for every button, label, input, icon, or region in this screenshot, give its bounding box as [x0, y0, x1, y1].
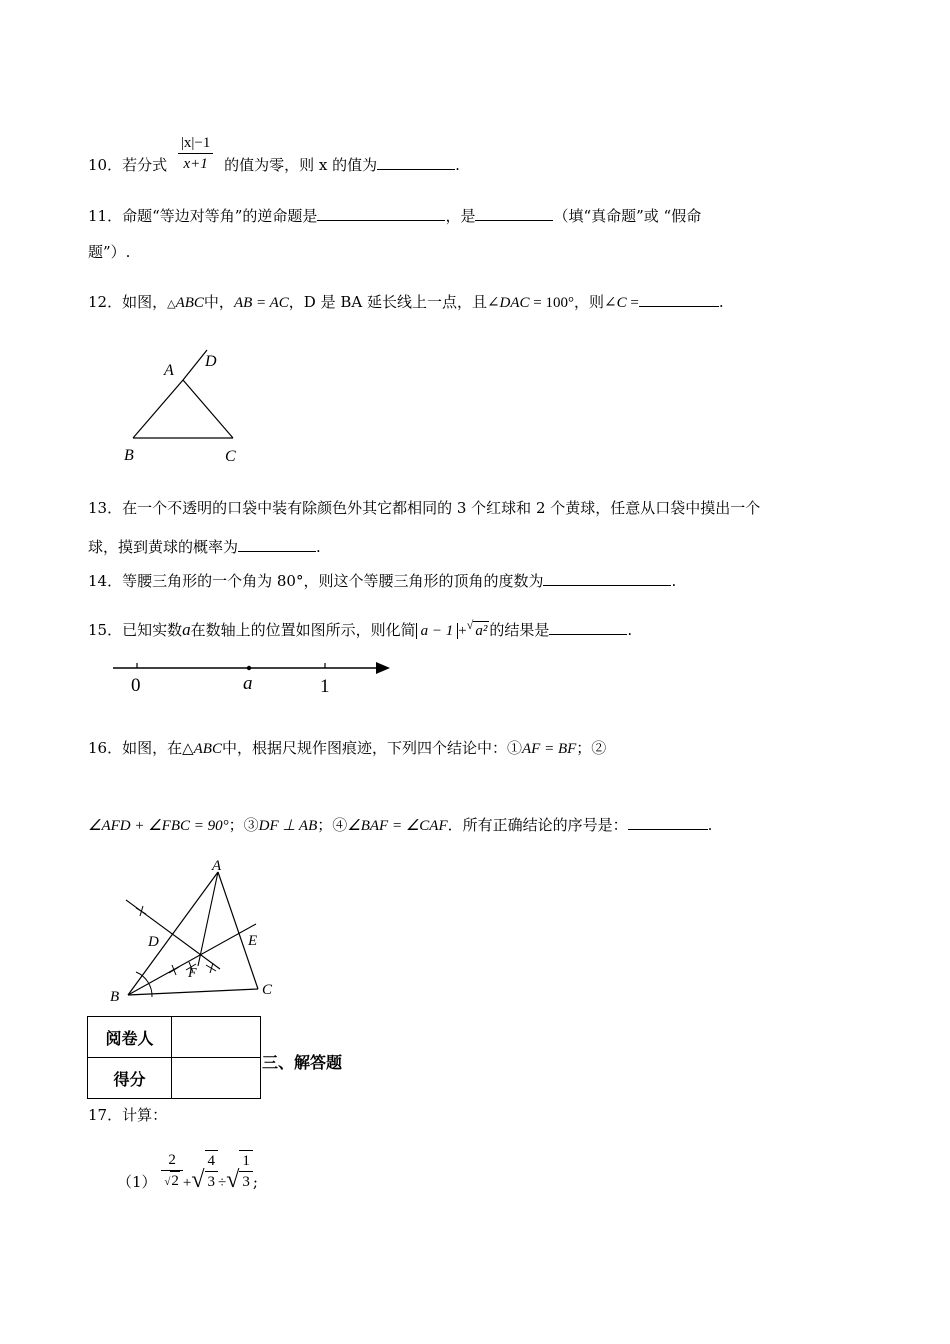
question-16: 16．如图，在△ABC中，根据尺规作图痕迹，下列四个结论中：①AF = BF；②: [88, 739, 607, 757]
radical-sign: √: [466, 618, 474, 632]
answer-blank: [543, 569, 671, 586]
tick-zero: 0: [131, 675, 141, 696]
absolute-value: a − 1: [416, 623, 459, 639]
section-heading: 三、解答题: [262, 1053, 343, 1072]
answer-blank: [639, 290, 719, 307]
answer-blank: [317, 204, 445, 221]
score-cell[interactable]: [172, 1058, 261, 1099]
question-10: 10．若分式 $\frac{|x|-1}{x+1}$ 的值为零，则 x 的值为 .: [88, 135, 460, 174]
question-16-cont: ∠AFD + ∠FBC = 90°；③DF ⊥ AB；④∠BAF = ∠CAF．所有正确结论的序号是： .: [88, 813, 712, 836]
question-number: 10．: [88, 155, 123, 174]
tick-a: a: [243, 673, 253, 694]
question-14: 14．等腰三角形的一个角为 80°，则这个等腰三角形的顶角的度数为 .: [88, 569, 676, 591]
label-f: F: [188, 966, 197, 981]
question-11-cont: 题”）.: [88, 243, 131, 261]
radical-fraction-2: $\frac{1}{3}$: [239, 1150, 253, 1192]
answer-blank: [549, 618, 627, 635]
label-d: D: [148, 934, 159, 950]
reviewer-cell[interactable]: [172, 1017, 261, 1058]
label-c: C: [225, 448, 236, 465]
grader-table: [87, 1016, 261, 1099]
answer-blank: [628, 813, 708, 830]
construction-figure-16: [100, 852, 285, 1012]
triangle-figure-12: [115, 340, 265, 470]
answer-blank: [377, 153, 455, 170]
radical: a²: [475, 623, 488, 639]
label-a: A: [212, 858, 222, 874]
label-e: E: [248, 933, 258, 949]
label-a: A: [164, 362, 174, 379]
radical-sign: √: [226, 1167, 240, 1193]
question-17: 17．计算：: [88, 1106, 168, 1124]
question-11: 11．命题“等边对等角”的逆命题是 ，是 （填“真命题”或 “假命: [88, 204, 701, 226]
radical-sign: √: [191, 1167, 205, 1193]
label-d: D: [205, 353, 217, 370]
fraction: $\frac{|x|-1}{x+1}$: [178, 133, 213, 174]
reviewer-label: 阅卷人: [88, 1017, 172, 1058]
question-17-part-1: （1） $\frac{2}{√2}$ +√ $\frac{4}{3}$ ÷√ $\frac{1}{3}$ ;: [117, 1152, 258, 1193]
question-12: 12．如图，△ABC中，AB = AC，D 是 BA 延长线上一点，且∠DAC = 100°，则∠C = .: [88, 290, 724, 314]
question-13-cont: 球，摸到黄球的概率为 .: [88, 535, 321, 557]
answer-blank: [238, 535, 316, 552]
radical-fraction-1: $\frac{4}{3}$: [205, 1150, 219, 1192]
question-15: 15．已知实数a在数轴上的位置如图所示，则化简 a − 1 +√ a² 的结果是 .: [88, 618, 633, 639]
label-b: B: [110, 989, 120, 1005]
tick-one: 1: [320, 676, 330, 697]
fraction-1: $\frac{2}{√2}$: [161, 1150, 183, 1192]
answer-blank: [475, 204, 553, 221]
label-c: C: [262, 982, 273, 998]
number-line-figure-15: [108, 655, 398, 700]
question-13: 13．在一个不透明的口袋中装有除颜色外其它都相同的 3 个红球和 2 个黄球，任意从口袋中摸出一个: [88, 499, 761, 517]
label-b: B: [124, 447, 134, 464]
score-label: 得分: [88, 1058, 172, 1099]
